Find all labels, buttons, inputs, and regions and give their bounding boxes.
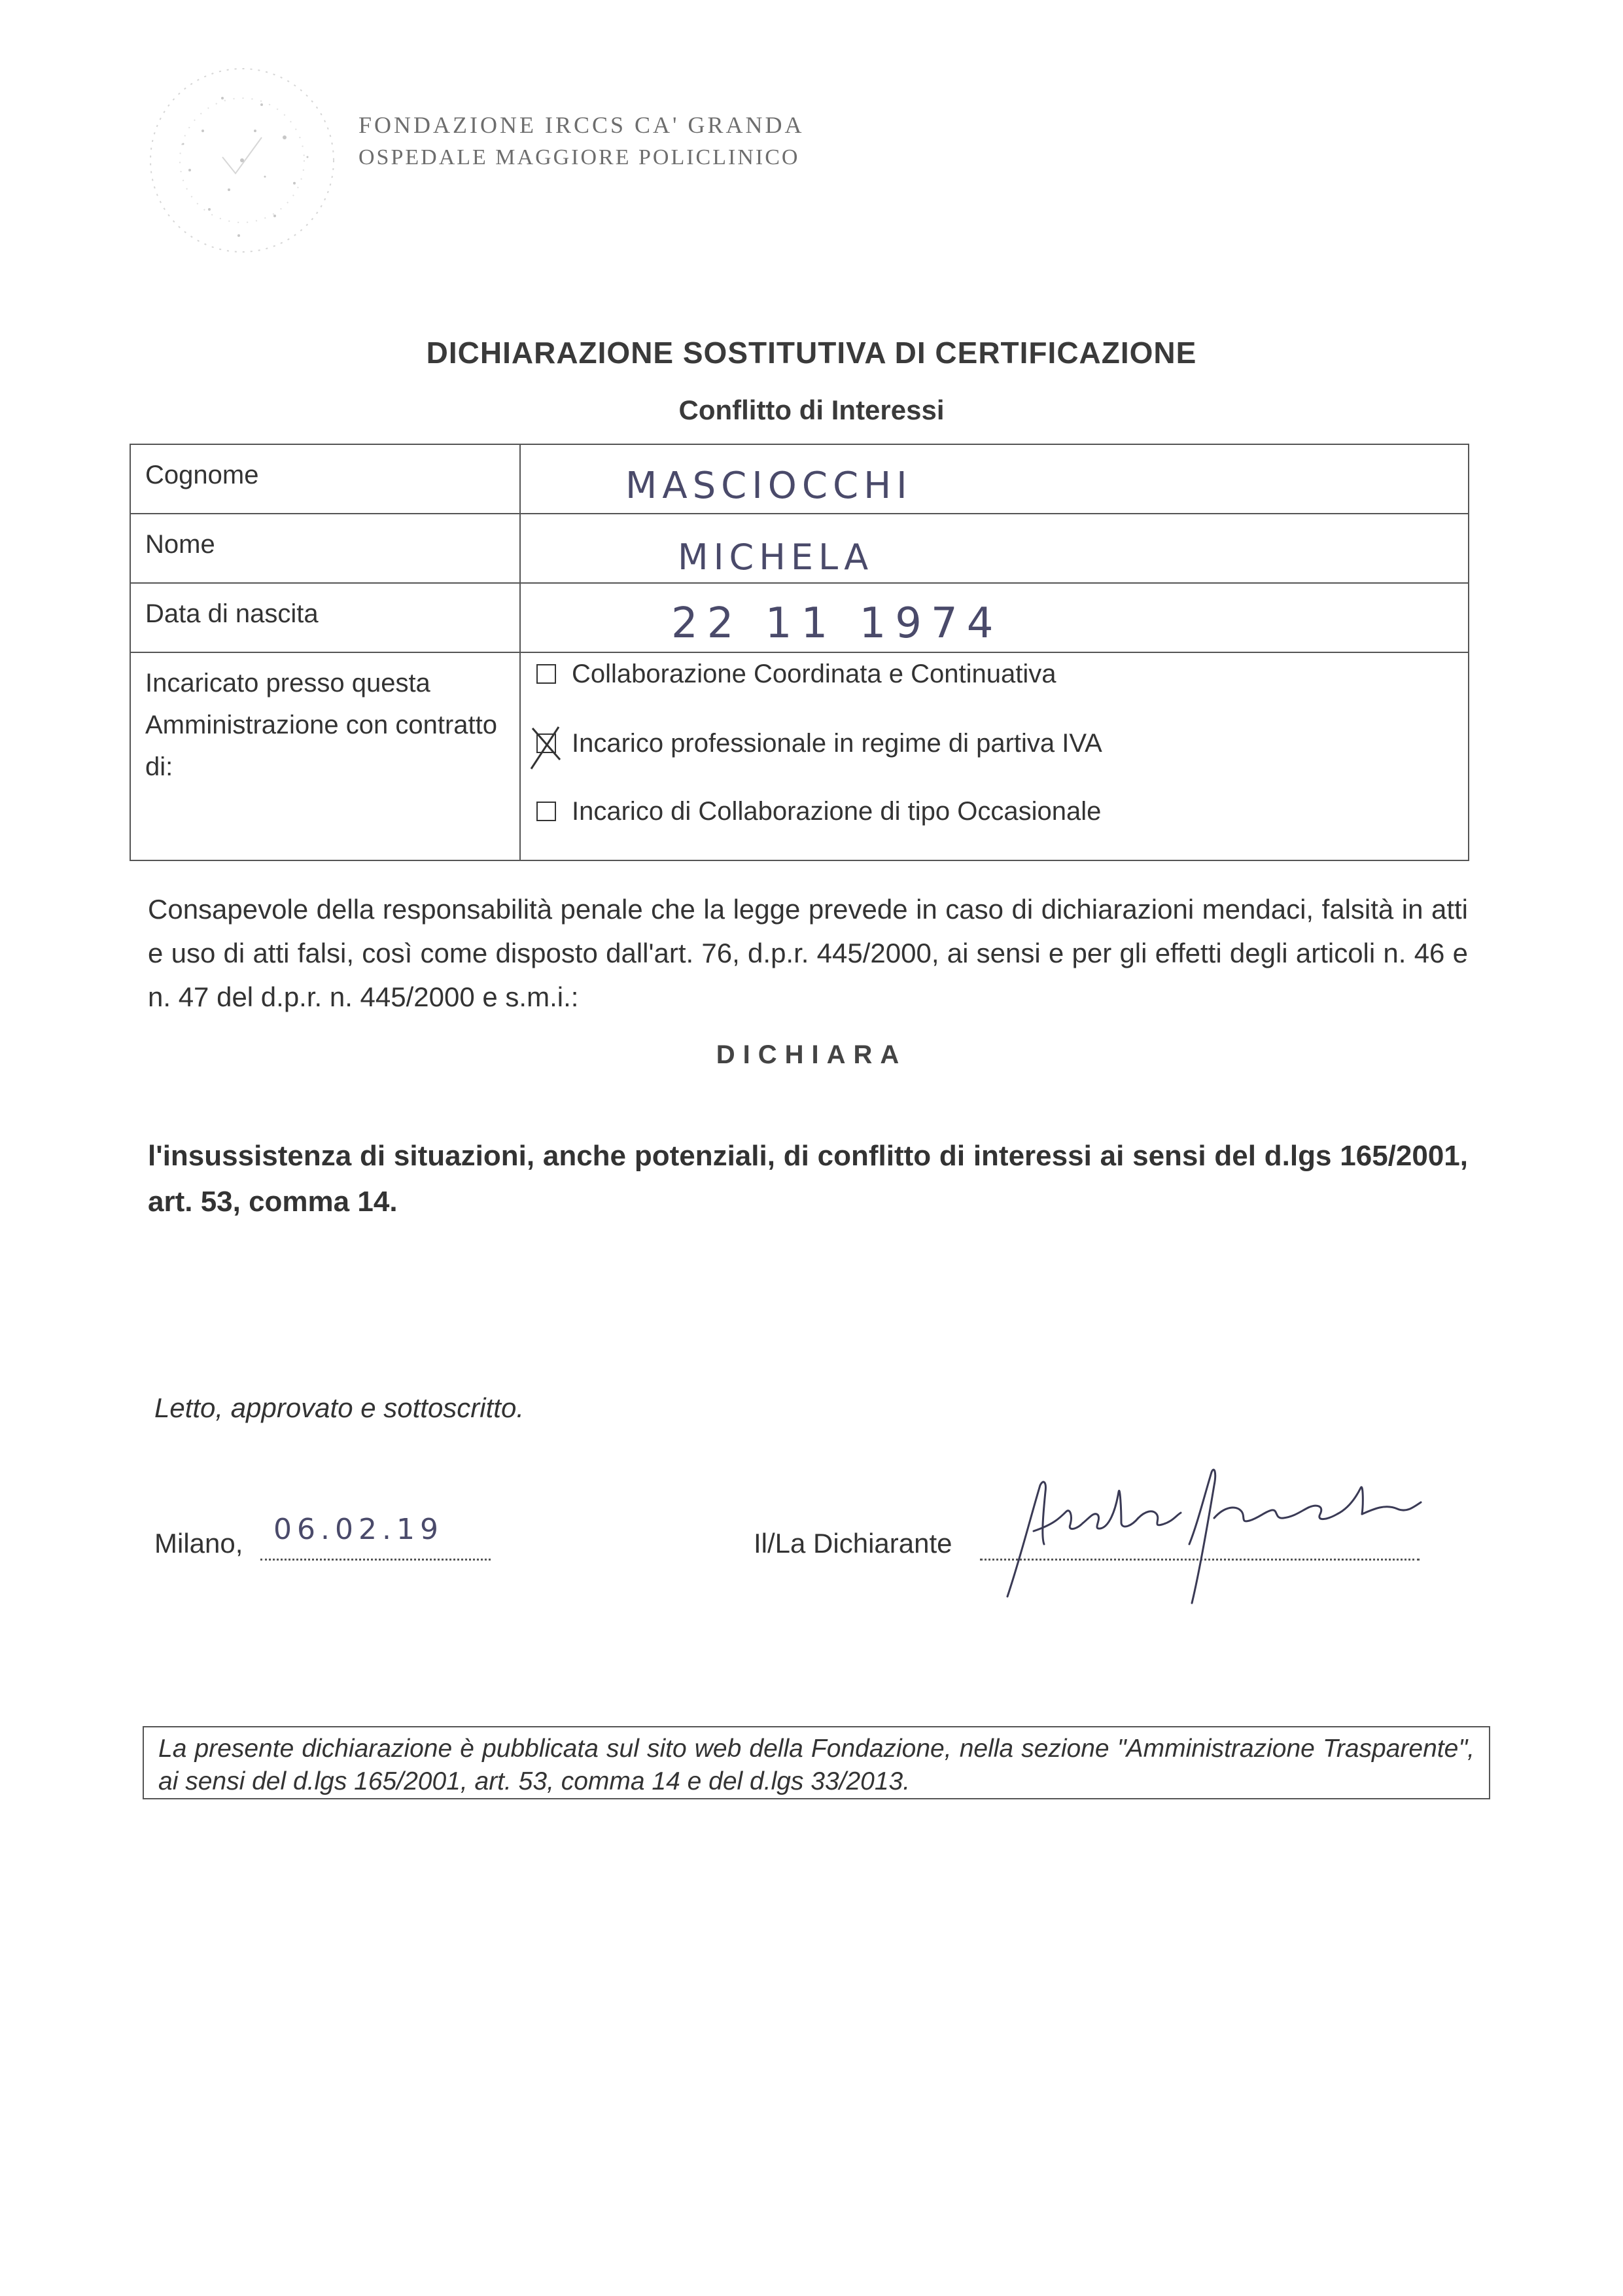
- option-label: Incarico di Collaborazione di tipo Occasionale: [572, 797, 1102, 826]
- option-label: Incarico professionale in regime di partiva IVA: [572, 729, 1102, 758]
- date-value: 06.02.19: [273, 1513, 444, 1546]
- checkbox-unchecked-icon[interactable]: [536, 664, 556, 684]
- name-row: [131, 514, 1468, 584]
- surname-value: MASCIOCCHI: [625, 465, 913, 507]
- option-cococo[interactable]: [536, 660, 1056, 689]
- document-subtitle: Conflitto di Interessi: [678, 395, 945, 425]
- name-label: Nome: [131, 514, 521, 582]
- place-label: Milano,: [154, 1528, 243, 1559]
- checkbox-unchecked-icon[interactable]: [536, 802, 556, 821]
- personal-data-table: [130, 444, 1469, 861]
- institution-name: FONDAZIONE IRCCS CA' GRANDA: [358, 112, 805, 138]
- approval-text: Letto, approvato e sottoscritto.: [154, 1392, 524, 1423]
- hospital-seal-icon: [124, 59, 360, 262]
- birthdate-row: [131, 584, 1468, 653]
- contract-label: Incaricato presso questa Amministrazione con contratto di:: [131, 653, 521, 861]
- contract-options: [521, 653, 1468, 861]
- penal-responsibility-disclaimer: Consapevole della responsabilità penale che la legge prevede in caso di dichiarazioni mendaci, falsità in atti e uso di atti falsi, così come disposto dall'art. 76, d.p.r. 445/2000, ai sensi e per gli effetti degli articoli n. 46 e n. 47 del d.p.r. n. 445/2000 e s.m.i.:: [148, 894, 1468, 1012]
- declaration-statement: l'insussistenza di situazioni, anche potenziali, di conflitto di interessi ai sensi del d.lgs 165/2001, art. 53, comma 14.: [148, 1140, 1468, 1218]
- option-occasional[interactable]: [536, 797, 1101, 826]
- checkbox-checked-icon[interactable]: [536, 733, 556, 753]
- option-vat-professional[interactable]: [536, 729, 1102, 758]
- handwritten-signature-icon: [981, 1446, 1452, 1616]
- signer-label: Il/La Dichiarante: [754, 1528, 952, 1559]
- option-label: Collaborazione Coordinata e Continuativa: [572, 660, 1056, 688]
- publication-notice: La presente dichiarazione è pubblicata sul sito web della Fondazione, nella sezione "Amministrazione Trasparente", ai sensi del d.lgs 165/2001, art. 53, comma 14 e del d.lgs 33/2013.: [143, 1726, 1490, 1799]
- birthdate-field[interactable]: [521, 584, 1468, 652]
- surname-field[interactable]: [521, 445, 1468, 513]
- declares-heading: DICHIARA: [716, 1040, 907, 1069]
- contract-row: [131, 653, 1468, 861]
- document-title: DICHIARAZIONE SOSTITUTIVA DI CERTIFICAZIONE: [426, 336, 1197, 370]
- name-value: MICHELA: [678, 537, 874, 578]
- surname-row: [131, 445, 1468, 514]
- birthdate-value: 22 11 1974: [671, 599, 1003, 648]
- birthdate-label: Data di nascita: [131, 584, 521, 652]
- name-field[interactable]: [521, 514, 1468, 582]
- institution-subtitle: OSPEDALE MAGGIORE POLICLINICO: [358, 145, 800, 169]
- surname-label: Cognome: [131, 445, 521, 513]
